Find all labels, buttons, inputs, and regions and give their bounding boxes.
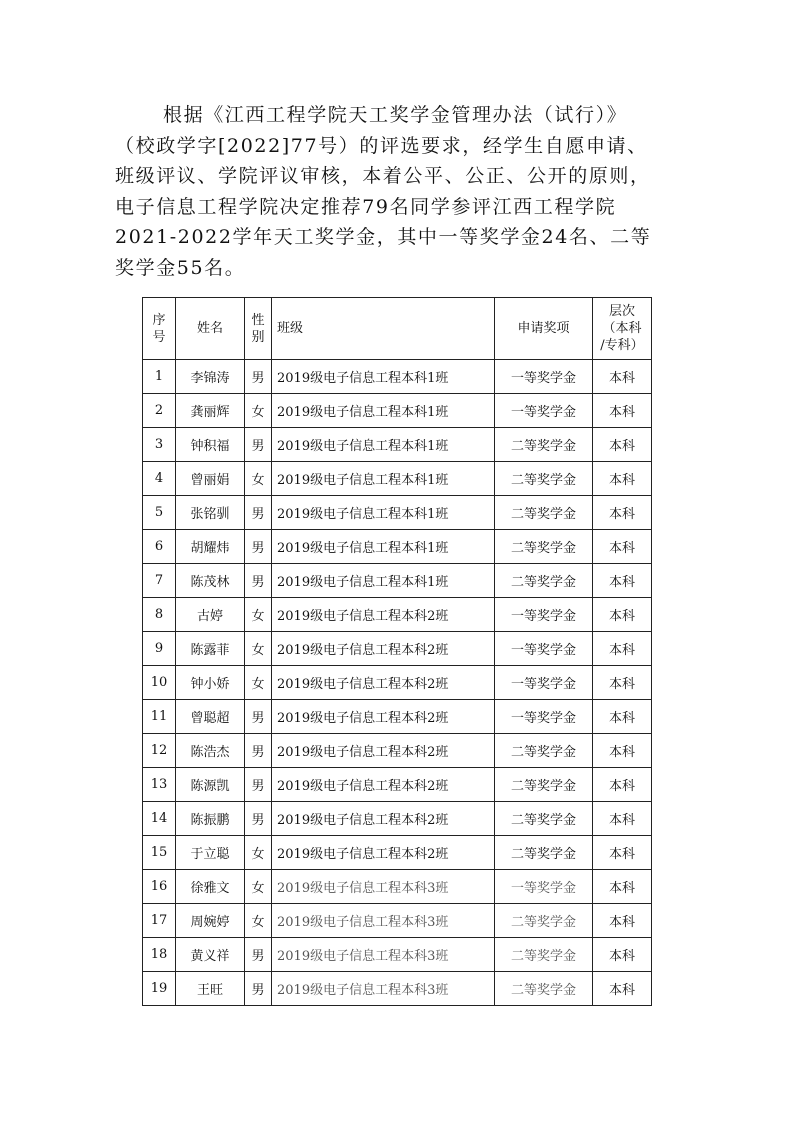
table-row [143,598,652,632]
scholarship-table [142,297,652,1006]
header-award: 申请奖项 [495,298,593,360]
cell-level: 本科 [593,972,652,1006]
cell-serial: 10 [143,666,176,700]
header-class: 班级 [272,298,495,360]
cell-award: 二等奖学金 [495,938,593,972]
cell-award: 一等奖学金 [495,870,593,904]
cell-name: 李锦涛 [176,360,245,394]
cell-name: 于立聪 [176,836,245,870]
cell-name: 陈茂林 [176,564,245,598]
cell-level: 本科 [593,802,652,836]
table-row [143,530,652,564]
cell-serial: 12 [143,734,176,768]
table-row [143,632,652,666]
paragraph-line-6: 奖学金55名。 [115,256,246,279]
cell-class: 2019级电子信息工程本科2班 [272,666,495,700]
cell-serial: 18 [143,938,176,972]
cell-name: 张铭驯 [176,496,245,530]
header-level: 层次 （本科 /专科） [593,298,652,360]
cell-award: 二等奖学金 [495,564,593,598]
cell-name: 陈浩杰 [176,734,245,768]
table-row [143,870,652,904]
cell-level: 本科 [593,530,652,564]
cell-name: 黄义祥 [176,938,245,972]
cell-name: 曾丽娟 [176,462,245,496]
cell-award: 二等奖学金 [495,734,593,768]
cell-serial: 17 [143,904,176,938]
cell-gender: 女 [245,598,272,632]
cell-class: 2019级电子信息工程本科2班 [272,700,495,734]
cell-award: 二等奖学金 [495,904,593,938]
cell-award: 一等奖学金 [495,598,593,632]
cell-name: 胡耀炜 [176,530,245,564]
paragraph-line-2: （校政学字[2022]77号）的评选要求，经学生自愿申请、 [115,134,648,157]
table-row [143,564,652,598]
cell-class: 2019级电子信息工程本科3班 [272,938,495,972]
cell-gender: 男 [245,734,272,768]
cell-award: 二等奖学金 [495,836,593,870]
cell-class: 2019级电子信息工程本科2班 [272,632,495,666]
cell-name: 钟小娇 [176,666,245,700]
cell-gender: 男 [245,972,272,1006]
cell-level: 本科 [593,496,652,530]
cell-class: 2019级电子信息工程本科2班 [272,836,495,870]
cell-level: 本科 [593,394,652,428]
paragraph-line-1: 根据《江西工程学院天工奖学金管理办法（试行）》 [163,104,628,126]
cell-serial: 16 [143,870,176,904]
cell-level: 本科 [593,462,652,496]
cell-gender: 女 [245,394,272,428]
cell-gender: 女 [245,870,272,904]
cell-gender: 男 [245,768,272,802]
cell-name: 陈振鹏 [176,802,245,836]
cell-name: 周婉婷 [176,904,245,938]
cell-award: 二等奖学金 [495,462,593,496]
table-row [143,428,652,462]
cell-gender: 女 [245,632,272,666]
cell-name: 陈源凯 [176,768,245,802]
table-row [143,700,652,734]
cell-level: 本科 [593,428,652,462]
cell-class: 2019级电子信息工程本科3班 [272,972,495,1006]
cell-gender: 男 [245,700,272,734]
cell-gender: 男 [245,802,272,836]
cell-gender: 男 [245,360,272,394]
cell-serial: 19 [143,972,176,1006]
cell-gender: 男 [245,564,272,598]
table-row [143,938,652,972]
cell-name: 徐雅文 [176,870,245,904]
table-row [143,462,652,496]
cell-name: 王旺 [176,972,245,1006]
cell-serial: 6 [143,530,176,564]
cell-serial: 4 [143,462,176,496]
paragraph-line-5: 2021-2022学年天工奖学金，其中一等奖学金24名、二等 [115,226,652,248]
cell-award: 一等奖学金 [495,666,593,700]
cell-level: 本科 [593,836,652,870]
cell-name: 曾聪超 [176,700,245,734]
cell-award: 一等奖学金 [495,360,593,394]
cell-serial: 7 [143,564,176,598]
header-serial: 序 号 [143,298,176,360]
cell-gender: 男 [245,530,272,564]
cell-class: 2019级电子信息工程本科1班 [272,564,495,598]
cell-award: 二等奖学金 [495,972,593,1006]
cell-class: 2019级电子信息工程本科1班 [272,462,495,496]
cell-level: 本科 [593,360,652,394]
table-row [143,666,652,700]
cell-level: 本科 [593,734,652,768]
paragraph-line-4: 电子信息工程学院决定推荐79名同学参评江西工程学院 [115,195,617,218]
cell-serial: 15 [143,836,176,870]
cell-class: 2019级电子信息工程本科1班 [272,394,495,428]
cell-class: 2019级电子信息工程本科1班 [272,496,495,530]
cell-class: 2019级电子信息工程本科2班 [272,734,495,768]
table-row [143,836,652,870]
cell-serial: 8 [143,598,176,632]
cell-award: 二等奖学金 [495,496,593,530]
table-row [143,802,652,836]
cell-class: 2019级电子信息工程本科2班 [272,598,495,632]
cell-gender: 男 [245,496,272,530]
cell-name: 龚丽辉 [176,394,245,428]
cell-level: 本科 [593,564,652,598]
cell-gender: 女 [245,462,272,496]
table-row [143,768,652,802]
table-row [143,394,652,428]
cell-serial: 13 [143,768,176,802]
cell-class: 2019级电子信息工程本科2班 [272,802,495,836]
table-row [143,496,652,530]
paragraph-line-3: 班级评议、学院评议审核，本着公平、公正、公开的原则， [115,165,651,187]
cell-level: 本科 [593,666,652,700]
cell-level: 本科 [593,700,652,734]
table-header-row [143,298,652,360]
cell-serial: 11 [143,700,176,734]
cell-award: 二等奖学金 [495,768,593,802]
header-name: 姓名 [176,298,245,360]
cell-level: 本科 [593,904,652,938]
cell-gender: 男 [245,938,272,972]
header-gender: 性 别 [245,298,272,360]
cell-class: 2019级电子信息工程本科1班 [272,530,495,564]
table-row [143,360,652,394]
table-row [143,904,652,938]
intro-paragraph [115,100,671,283]
cell-level: 本科 [593,632,652,666]
cell-name: 钟积福 [176,428,245,462]
cell-level: 本科 [593,938,652,972]
cell-serial: 9 [143,632,176,666]
table-row [143,734,652,768]
cell-level: 本科 [593,598,652,632]
cell-class: 2019级电子信息工程本科3班 [272,870,495,904]
cell-serial: 2 [143,394,176,428]
cell-serial: 3 [143,428,176,462]
cell-serial: 5 [143,496,176,530]
cell-class: 2019级电子信息工程本科1班 [272,360,495,394]
cell-level: 本科 [593,870,652,904]
cell-class: 2019级电子信息工程本科2班 [272,768,495,802]
cell-gender: 男 [245,428,272,462]
cell-class: 2019级电子信息工程本科3班 [272,904,495,938]
cell-award: 二等奖学金 [495,428,593,462]
cell-level: 本科 [593,768,652,802]
cell-award: 一等奖学金 [495,394,593,428]
cell-serial: 1 [143,360,176,394]
cell-award: 一等奖学金 [495,632,593,666]
cell-name: 古婷 [176,598,245,632]
table-row [143,972,652,1006]
cell-gender: 女 [245,666,272,700]
cell-gender: 女 [245,836,272,870]
cell-award: 一等奖学金 [495,700,593,734]
cell-name: 陈露菲 [176,632,245,666]
cell-gender: 女 [245,904,272,938]
cell-award: 二等奖学金 [495,530,593,564]
cell-class: 2019级电子信息工程本科1班 [272,428,495,462]
cell-serial: 14 [143,802,176,836]
cell-award: 二等奖学金 [495,802,593,836]
